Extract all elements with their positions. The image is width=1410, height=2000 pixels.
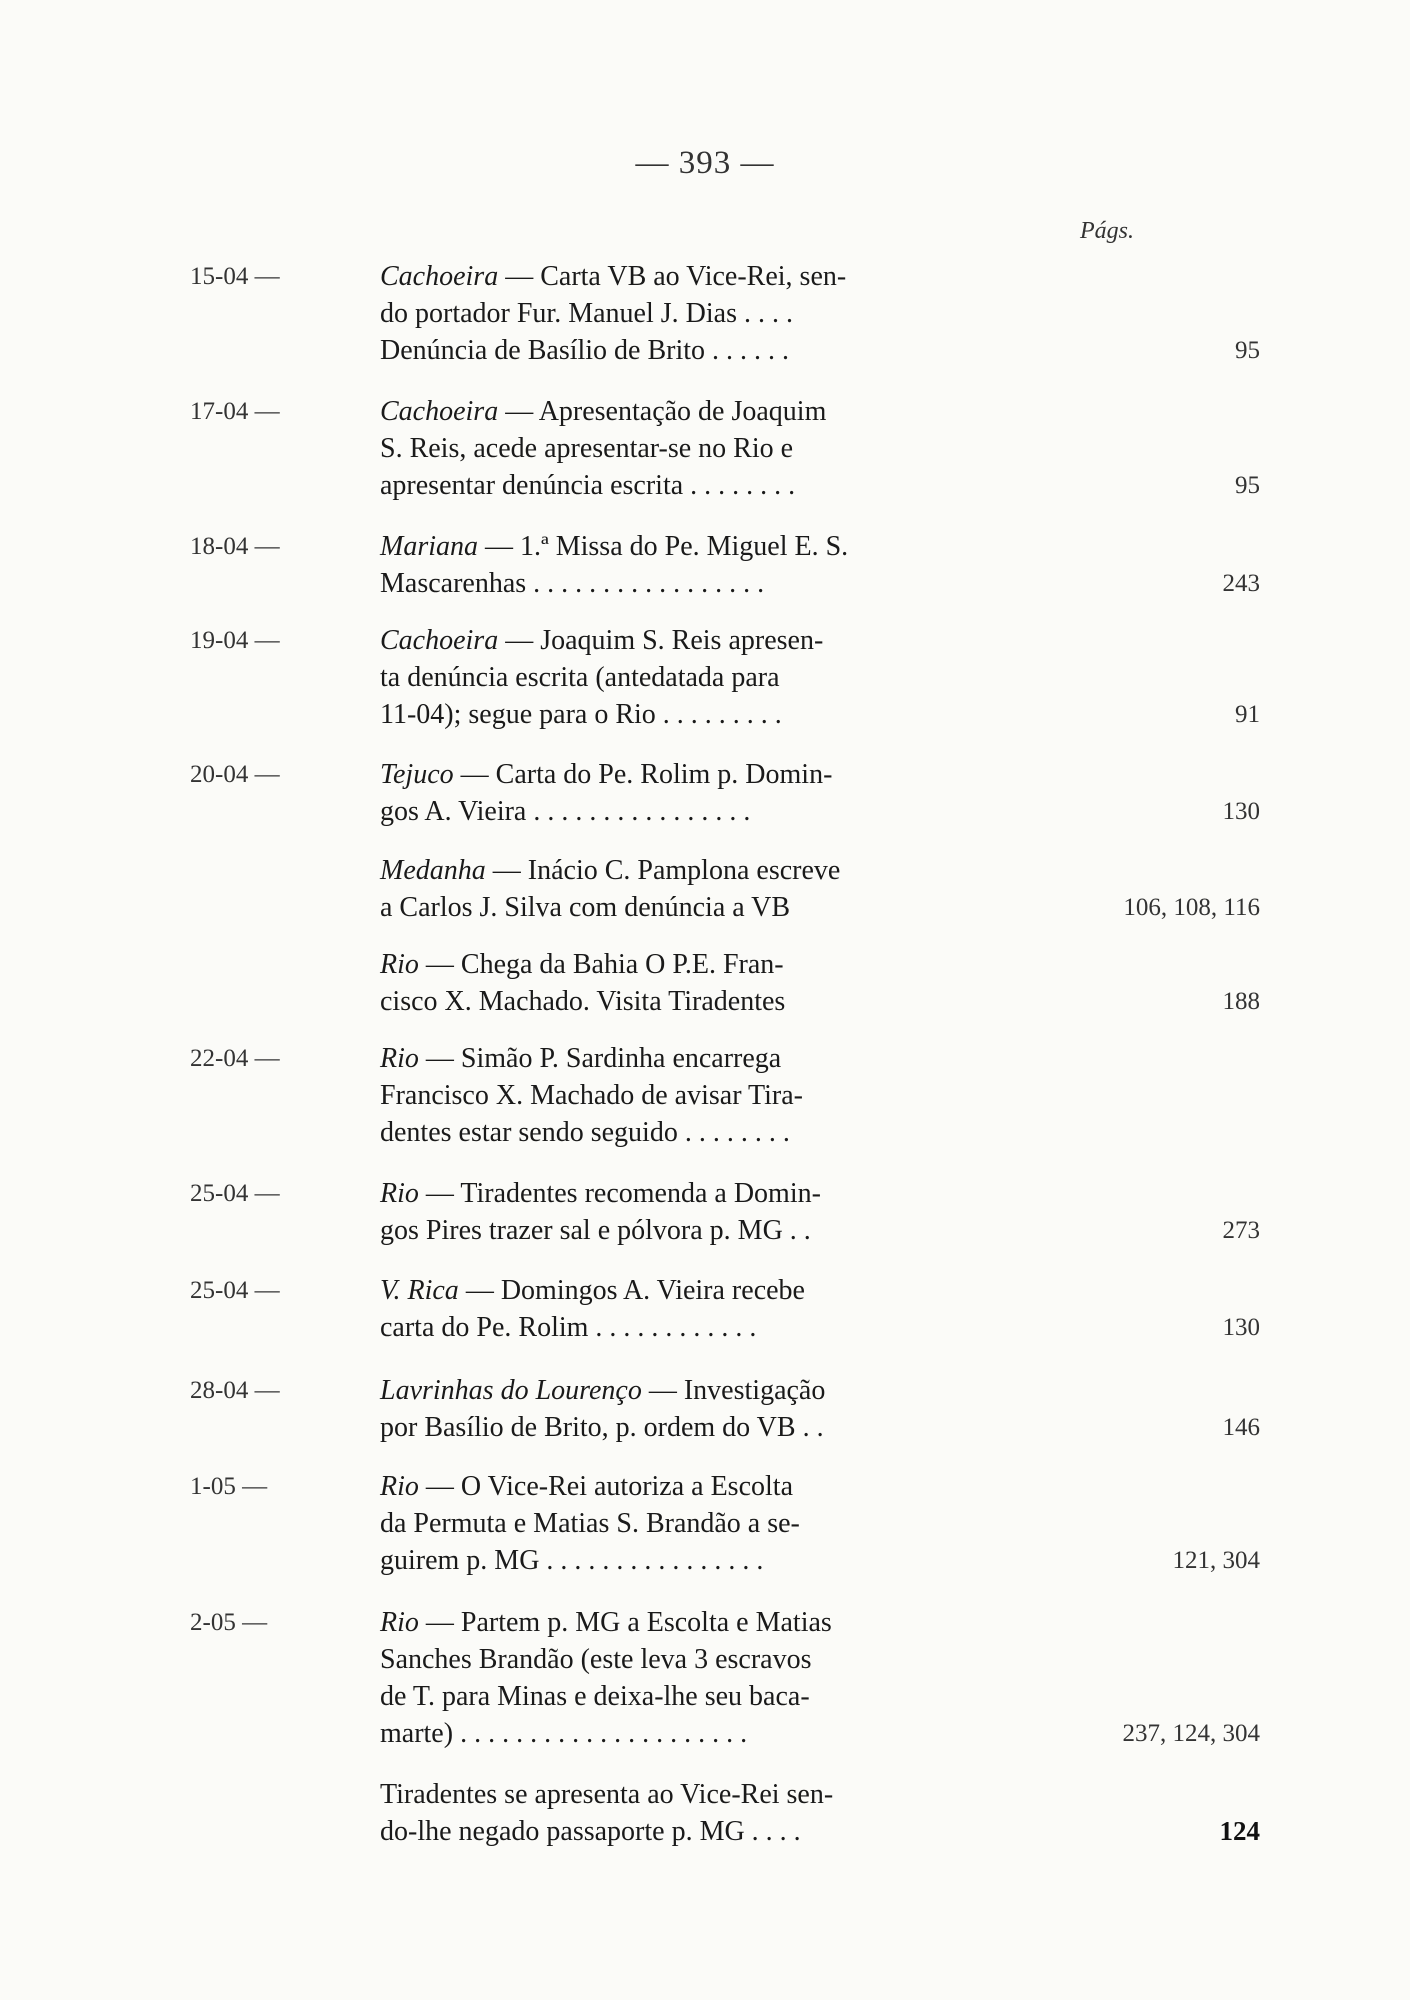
entry-line: Simão P. Sardinha encarrega	[460, 1043, 782, 1074]
entry-date: 20-04 —	[190, 761, 280, 788]
entry-line: gos A. Vieira . . . . . . . . . . . . . . . .	[380, 796, 751, 827]
entry-line: da Permuta e Matias S. Brandão a se-	[380, 1508, 800, 1539]
entry-place: Cachoeira	[380, 396, 499, 427]
entry-date: 19-04 —	[190, 627, 280, 654]
entry-line: do-lhe negado passaporte p. MG . . . .	[380, 1816, 801, 1847]
entry-line: Partem p. MG a Escolta e Matias	[460, 1607, 832, 1638]
entry-place: Tejuco	[380, 759, 454, 790]
entry-line: gos Pires trazer sal e pólvora p. MG . .	[380, 1215, 811, 1246]
entry-pages: 237, 124, 304	[1122, 1720, 1260, 1747]
entry-date: 18-04 —	[190, 533, 280, 560]
entry-line: de T. para Minas e deixa-lhe seu baca-	[380, 1681, 810, 1712]
entry-date: 15-04 —	[190, 263, 280, 290]
entry-line: por Basílio de Brito, p. ordem do VB . .	[380, 1412, 824, 1443]
entry-place: Mariana	[380, 531, 478, 562]
entry-date: 25-04 —	[190, 1180, 280, 1207]
entry-line: Apresentação de Joaquim	[538, 396, 827, 427]
entry-place: Cachoeira	[380, 625, 499, 656]
entry-line: carta do Pe. Rolim . . . . . . . . . . . .	[380, 1312, 757, 1343]
entry-text: Rio — Partem p. MG a Escolta e Matias Sanches Brandão (este leva 3 escravos de T. para Minas e deixa-lhe seu baca- marte) . . . . . . . . . . . . . . . . . . . . .	[380, 1604, 960, 1752]
entry-line: 1.ª Missa do Pe. Miguel E. S.	[520, 531, 849, 562]
entry-date: 22-04 —	[190, 1045, 280, 1072]
entry-date: 2-05 —	[190, 1609, 268, 1636]
entry-line: dentes estar sendo seguido . . . . . . . .	[380, 1117, 790, 1148]
entry-text: Rio — Simão P. Sardinha encarrega Francisco X. Machado de avisar Tira- dentes estar sendo seguido . . . . . . . .	[380, 1040, 960, 1151]
entry-line: guirem p. MG . . . . . . . . . . . . . . . .	[380, 1545, 764, 1576]
entry-pages: 273	[1222, 1217, 1260, 1244]
page-number: — 393 —	[635, 145, 775, 181]
entry-place: Rio	[380, 1043, 419, 1074]
entry-line: Chega da Bahia O P.E. Fran-	[460, 949, 784, 980]
entry-text: Cachoeira — Apresentação de Joaquim S. Reis, acede apresentar-se no Rio e apresentar denúncia escrita . . . . . . . .	[380, 393, 960, 504]
entry-text: Tejuco — Carta do Pe. Rolim p. Domin- gos A. Vieira . . . . . . . . . . . . . . . .	[380, 756, 960, 830]
entry-line: O Vice-Rei autoriza a Escolta	[460, 1471, 793, 1502]
entry-line: 11-04); segue para o Rio . . . . . . . . .	[380, 699, 782, 730]
entry-line: ta denúncia escrita (antedatada para	[380, 662, 780, 693]
entry-pages: 188	[1222, 988, 1260, 1015]
entry-text: Lavrinhas do Lourenço — Investigação por Basílio de Brito, p. ordem do VB . .	[380, 1372, 960, 1446]
entry-line: Tiradentes se apresenta ao Vice-Rei sen-	[380, 1779, 834, 1810]
entry-place: Cachoeira	[380, 261, 499, 292]
entry-text: Medanha — Inácio C. Pamplona escreve a Carlos J. Silva com denúncia a VB	[380, 852, 960, 926]
entry-line: Inácio C. Pamplona escreve	[527, 855, 841, 886]
entry-line: Carta VB ao Vice-Rei, sen-	[540, 261, 847, 292]
entry-pages: 121, 304	[1172, 1547, 1260, 1574]
entry-line: Denúncia de Basílio de Brito . . . . . .	[380, 335, 790, 366]
entry-text: Cachoeira — Joaquim S. Reis apresen- ta denúncia escrita (antedatada para 11-04); segue para o Rio . . . . . . . . .	[380, 622, 960, 733]
entry-line: Carta do Pe. Rolim p. Domin-	[495, 759, 833, 790]
entry-place: Rio	[380, 1471, 419, 1502]
entry-line: apresentar denúncia escrita . . . . . . . .	[380, 470, 796, 501]
entry-pages: 91	[1235, 701, 1260, 728]
entry-pages: 130	[1222, 798, 1260, 825]
entry-text: Rio — Chega da Bahia O P.E. Fran- cisco X. Machado. Visita Tiradentes	[380, 946, 960, 1020]
entry-text: Mariana — 1.ª Missa do Pe. Miguel E. S. Mascarenhas . . . . . . . . . . . . . . . . .	[380, 528, 960, 602]
entry-date: 28-04 —	[190, 1377, 280, 1404]
entry-line: Investigação	[683, 1375, 826, 1406]
entry-place: V. Rica	[380, 1275, 459, 1306]
entry-place: Rio	[380, 949, 419, 980]
entry-pages: 95	[1235, 472, 1260, 499]
entry-place: Rio	[380, 1178, 419, 1209]
entry-line: a Carlos J. Silva com denúncia a VB	[380, 892, 791, 923]
entry-text: Rio — Tiradentes recomenda a Domin- gos Pires trazer sal e pólvora p. MG . .	[380, 1175, 960, 1249]
entry-pages: 130	[1222, 1314, 1260, 1341]
entry-line: cisco X. Machado. Visita Tiradentes	[380, 986, 786, 1017]
entry-pages: 95	[1235, 337, 1260, 364]
entry-line: marte) . . . . . . . . . . . . . . . . . . . . .	[380, 1718, 748, 1749]
entry-pages: 124	[1219, 1816, 1260, 1846]
entry-place: Lavrinhas do Lourenço	[380, 1375, 642, 1406]
entry-line: Domingos A. Vieira recebe	[500, 1275, 805, 1306]
entry-text: Rio — O Vice-Rei autoriza a Escolta da Permuta e Matias S. Brandão a se- guirem p. MG . . . . . . . . . . . . . . . .	[380, 1468, 960, 1579]
entry-line: do portador Fur. Manuel J. Dias . . . .	[380, 298, 793, 329]
entry-date: 25-04 —	[190, 1277, 280, 1304]
entry-line: Sanches Brandão (este leva 3 escravos	[380, 1644, 812, 1675]
entry-pages: 243	[1222, 570, 1260, 597]
pages-column-header: Págs.	[1080, 218, 1134, 244]
entry-line: Mascarenhas . . . . . . . . . . . . . . . . .	[380, 568, 765, 599]
entry-place: Rio	[380, 1607, 419, 1638]
entry-text: Cachoeira — Carta VB ao Vice-Rei, sen- do portador Fur. Manuel J. Dias . . . . Denúncia de Basílio de Brito . . . . . .	[380, 258, 960, 369]
entry-line: S. Reis, acede apresentar-se no Rio e	[380, 433, 794, 464]
entry-pages: 146	[1222, 1414, 1260, 1441]
entry-text	[380, 1776, 960, 1850]
entry-text: V. Rica — Domingos A. Vieira recebe carta do Pe. Rolim . . . . . . . . . . . .	[380, 1272, 960, 1346]
entry-place: Medanha	[380, 855, 486, 886]
entry-line: Francisco X. Machado de avisar Tira-	[380, 1080, 804, 1111]
entry-line: Tiradentes recomenda a Domin-	[460, 1178, 821, 1209]
entry-date: 17-04 —	[190, 398, 280, 425]
entry-line: Joaquim S. Reis apresen-	[540, 625, 824, 656]
entry-date: 1-05 —	[190, 1473, 268, 1500]
entry-pages: 106, 108, 116	[1123, 894, 1260, 921]
